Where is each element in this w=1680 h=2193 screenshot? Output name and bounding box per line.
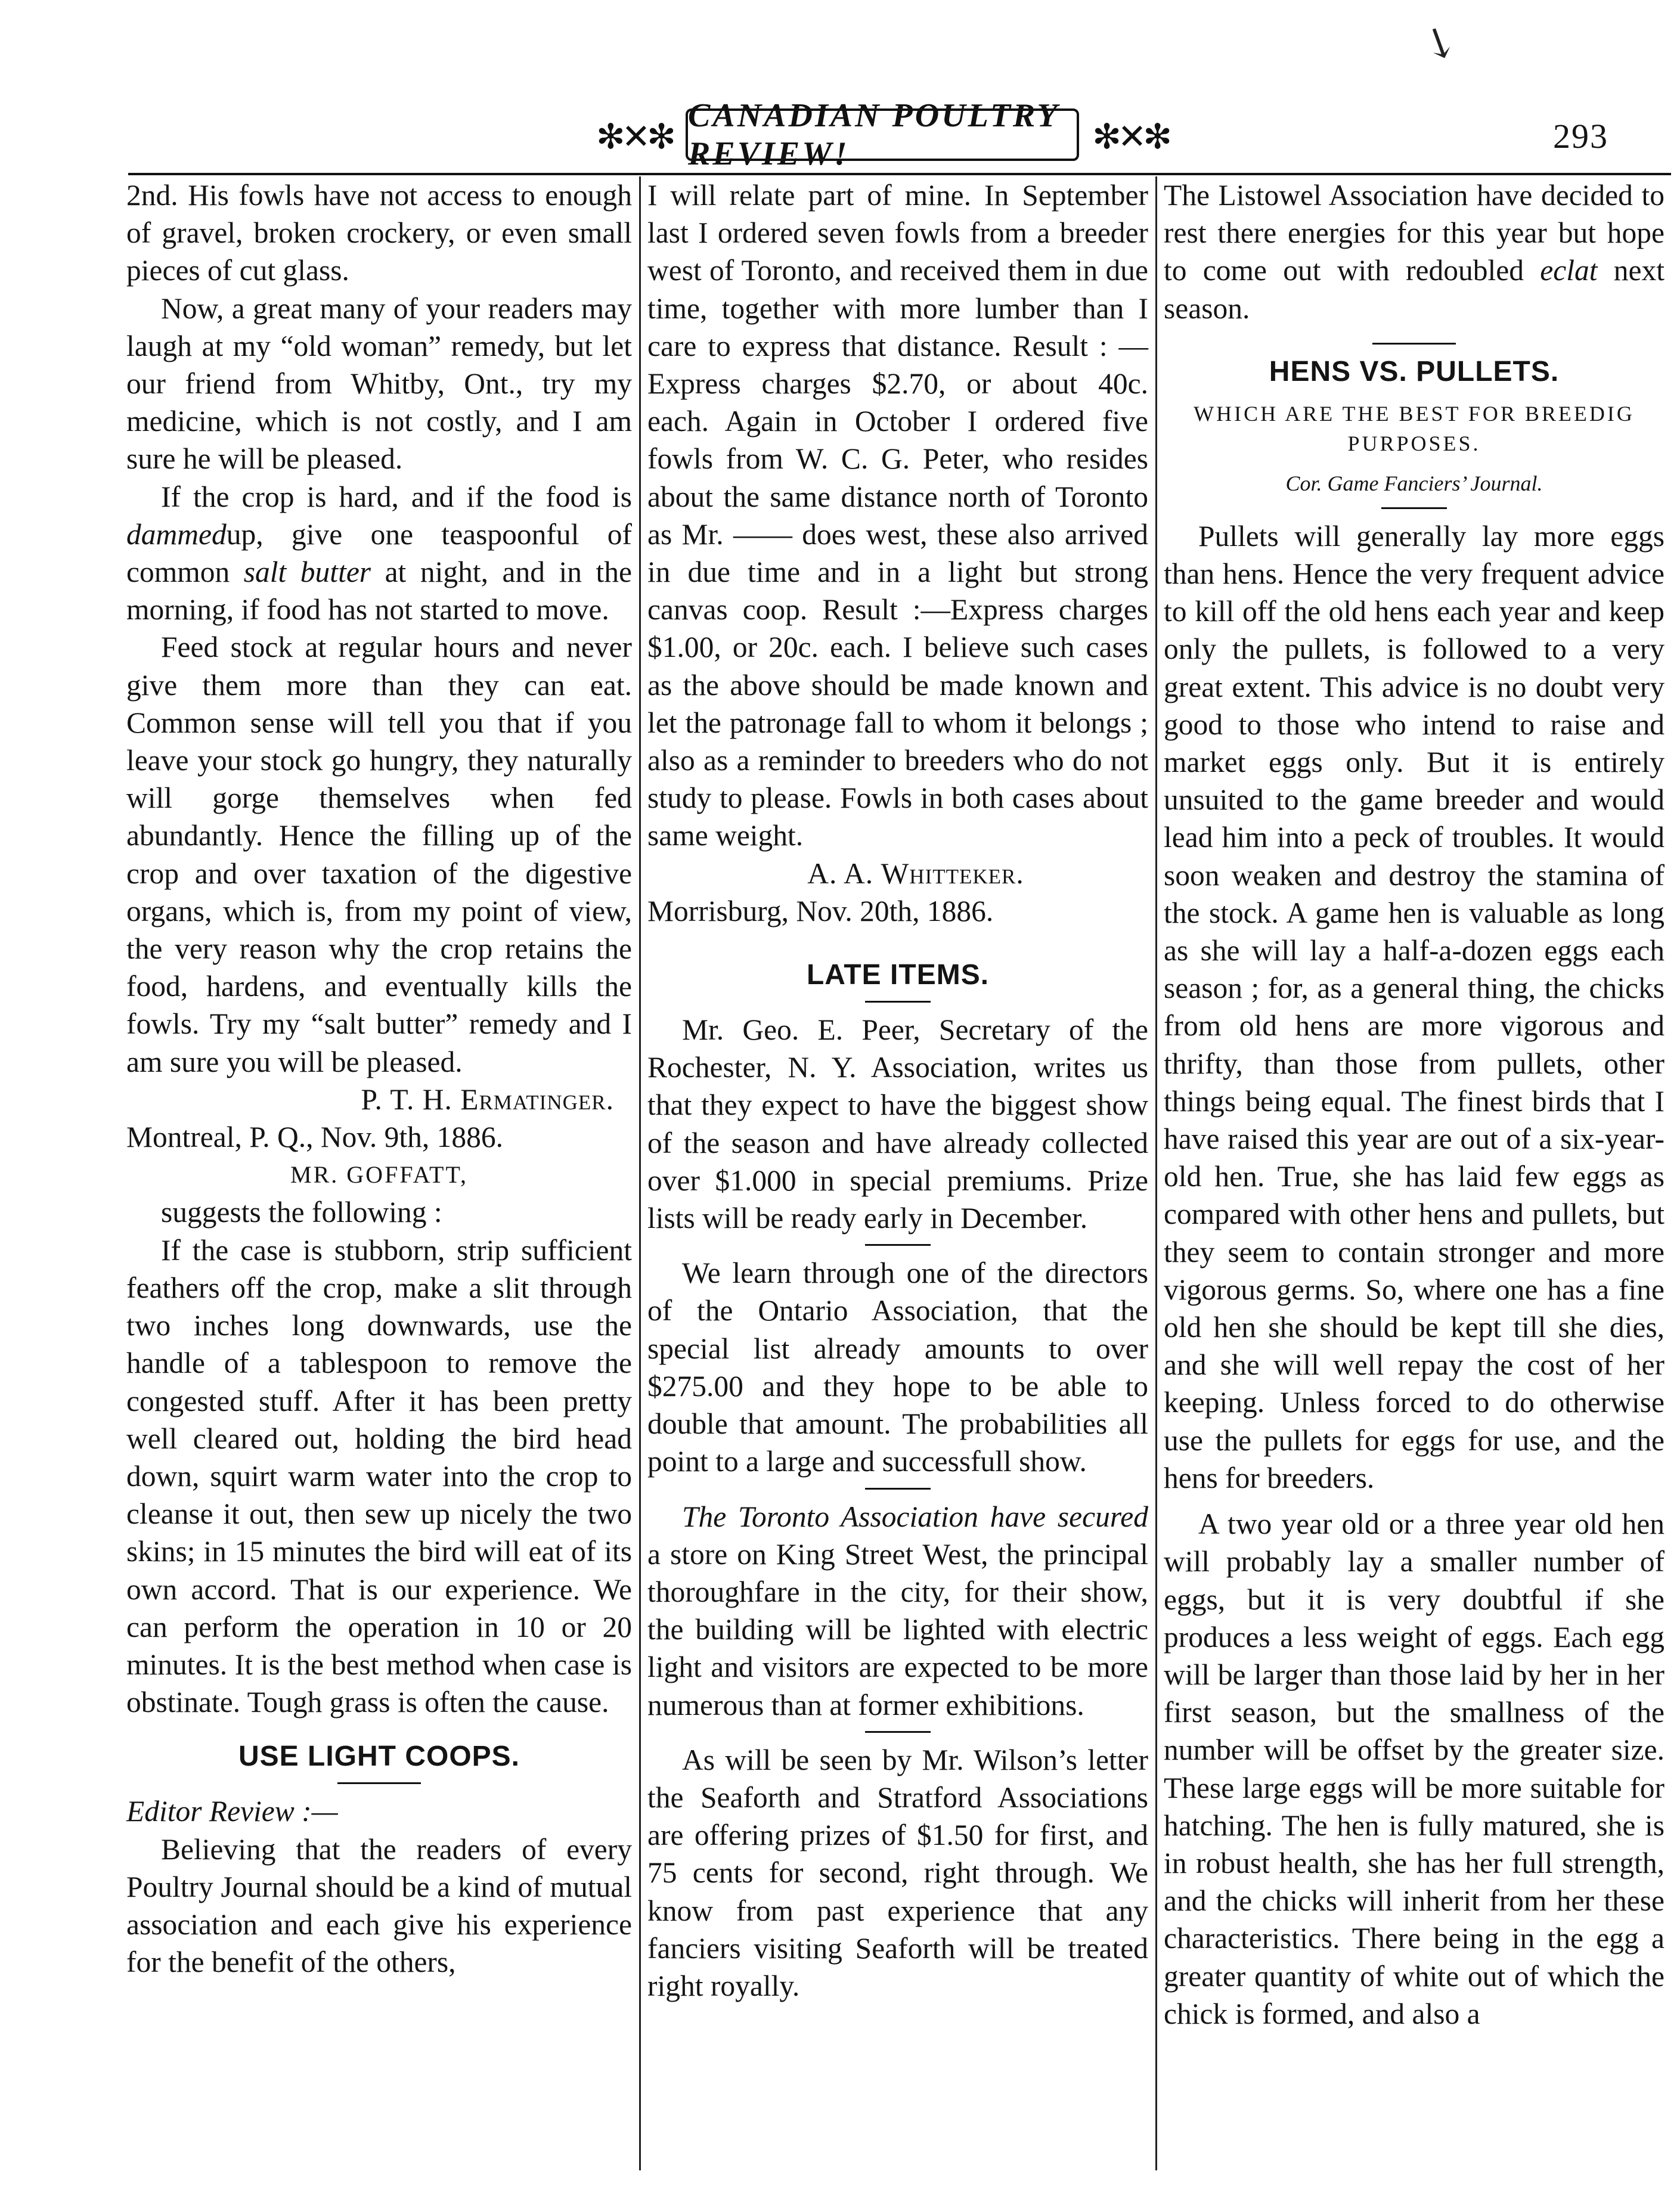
- article-heading: USE LIGHT COOPS.: [238, 1741, 520, 1773]
- masthead-title: CANADIAN POULTRY REVIEW!: [686, 108, 1079, 161]
- heading-rule: [865, 1001, 931, 1003]
- paragraph: 2nd. His fowls have not access to enough of gravel, broken crockery, or even small pieces of cut glass.: [126, 179, 632, 287]
- paragraph: Believing that the readers of every Poultry Journal should be a kind of mutual association and each give his experience for the benefit of the others,: [126, 1832, 632, 1979]
- paragraph: Pullets will generally lay more eggs than hens. Hence the very frequent advice to kill off the old hens each year and keep only the pullets, is followed to a very great extent. This advice is no doubt very good to those who intend to raise and market eggs only. But it is entirely unsuited to the game breeder and would lead him into a peck of troubles. It would soon weaken and destroy the stamina of the stock. A game hen is valuable as long as she will lay a half-a-dozen eggs each season ; for, as a general thing, the chicks from old hens are more vigorous and thrifty, than those from pullets, other things being equal. The finest birds that I have raised this year are out of a six-year-old hen. True, she has laid few eggs as compared with other hens and pullets, but they seem to contain stronger and more vigorous germs. So, where one has a fine old hen she should be kept till she dies, and she will well repay the cost of her keeping. Unless forced to do otherwise use the pullets for eggs for use, and the hens for breeders.: [1164, 519, 1664, 1494]
- page-number: 293: [1553, 117, 1608, 156]
- heading-rule: [1381, 507, 1447, 509]
- dateline: Montreal, P. Q., Nov. 9th, 1886.: [126, 1121, 504, 1154]
- paragraph: I will relate part of mine. In September last I ordered seven fowls from a breeder west of Toronto, and received them in due time, together with more lumber than I care to express that distance. Result : — Express charges $2.70, or about 40c. each. Again in October I ordered five fowls from W. C. G. Peter, who resides about the same distance north of Toronto as Mr. —— does west, these also arrived in due time and in a light but strong canvas coop. Result :—Express charges $1.00, or 20c. each. I believe such cases as the above should be made known and let the patronage fall to whom it belongs ; also as a reminder to breeders who do not study to please. Fowls in both cases about same weight.: [647, 179, 1148, 852]
- paragraph: Now, a great many of your readers may laugh at my “old woman” remedy, but let our friend from Whitby, Ont., try my medicine, which is not costly, and I am sure he will be pleased.: [126, 291, 632, 476]
- item-separator: [865, 1731, 931, 1733]
- text-run: up, give one teaspoonful of common: [126, 517, 632, 589]
- paragraph: If the case is stubborn, strip sufficient feathers off the crop, make a slit through two inches long downwards, use the handle of a tablespoon to remove the congested stuff. After it has been pretty well cleared out, holding the bird head down, squirt warm water into the crop to cleanse it out, then sew up nicely the two skins; in 15 minutes the bird will eat of its own accord. That is our experience. We can perform the operation in 10 or 20 minutes. It is the best method when case is obstinate. Tough grass is often the cause.: [126, 1233, 632, 1719]
- masthead: [596, 97, 1168, 173]
- section-separator: [1372, 343, 1456, 345]
- paragraph: [126, 478, 632, 629]
- column-divider-2: [1155, 176, 1157, 2170]
- news-item: [647, 1498, 1148, 1724]
- column-divider-1: [639, 176, 641, 2170]
- paragraph: [1164, 176, 1664, 327]
- article-credit: Cor. Game Fanciers’ Journal.: [1285, 471, 1543, 495]
- article-heading: LATE ITEMS.: [806, 959, 990, 991]
- corner-mark: ↘: [1414, 15, 1465, 72]
- news-item: As will be seen by Mr. Wilson’s letter the Seaforth and Stratford Associations are offering prizes of $1.50 for first, and 75 cents for second, right through. We know from past experience that any fanciers visiting Seaforth will be treated right royally.: [647, 1743, 1148, 2002]
- paragraph: A two year old or a three year old hen will probably lay a smaller number of eggs, but it is very doubtful if she produces a less weight of eggs. Each egg will be larger than those laid by her in her first season, but the smallness of the number will be offset by the greater size. These large eggs will be more suitable for hatching. The hen is fully matured, she is in robust health, she has her full strength, and the chicks will inherit from her these characteristics. There being in the egg a greater quantity of white out of which the chick is formed, and also a: [1164, 1508, 1664, 2030]
- item-separator: [865, 1244, 931, 1246]
- emphasis-text: salt butter: [243, 556, 371, 589]
- masthead-ornament-right: ✻✕✻: [1092, 117, 1168, 156]
- text-run: The Toronto Association have secured: [682, 1500, 1148, 1533]
- column-3: [1164, 176, 1664, 2185]
- emphasis-text: eclat: [1540, 254, 1598, 287]
- signature: A. A. Whitteker.: [807, 857, 1024, 890]
- header-rule: [128, 173, 1671, 175]
- paragraph: Feed stock at regular hours and never give them more than they can eat. Common sense will tell you that if you leave your stock go hungry, they naturally will gorge themselves when fed abundantly. Hence the filling up of the crop and over taxation of the digestive organs, which is, from my point of view, the very reason why the crop retains the food, hardens, and eventually kills the fowls. Try my “salt butter” remedy and I am sure you will be pleased.: [126, 631, 632, 1078]
- emphasis-text: dammed: [126, 517, 227, 551]
- text-run: a store on King Street West, the principal thoroughfare in the city, for their show, the building will be lighted with electric light and visitors are expected to be more numerous than at former exhibitions.: [647, 1537, 1148, 1721]
- text-run: next season.: [1164, 254, 1664, 325]
- item-separator: [865, 1488, 931, 1490]
- news-item: Mr. Geo. E. Peer, Secretary of the Rochester, N. Y. Association, writes us that they expect to have the biggest show of the season and have already collected over $1.000 in special premiums. Prize lists will be ready early in December.: [647, 1013, 1148, 1235]
- paragraph: suggests the following :: [161, 1196, 442, 1229]
- heading-rule: [337, 1782, 421, 1784]
- news-item: We learn through one of the directors of the Ontario Association, that the special list already amounts to over $275.00 and they hope to be able to double that amount. The probabilities all point to a large and successfull show.: [647, 1257, 1148, 1478]
- article-subheading: WHICH ARE THE BEST FOR BREEDIG PURPOSES.: [1194, 401, 1635, 455]
- text-run: The Listowel Association have decided to rest there energies for this year but hope to come out with redoubled: [1164, 179, 1664, 287]
- column-2: [647, 176, 1148, 2185]
- dateline: Morrisburg, Nov. 20th, 1886.: [647, 894, 994, 928]
- signature: P. T. H. Ermatinger.: [361, 1082, 614, 1116]
- section-subheading: MR. GOFFATT,: [290, 1161, 468, 1189]
- article-heading: HENS VS. PULLETS.: [1269, 355, 1560, 387]
- salutation: Editor Review :—: [126, 1795, 338, 1828]
- masthead-ornament-left: ✻✕✻: [596, 117, 672, 156]
- text-run: If the crop is hard, and if the food is: [161, 480, 632, 513]
- column-1: [126, 176, 632, 2185]
- text-run: at night, and in the morning, if food has not started to move.: [126, 556, 632, 626]
